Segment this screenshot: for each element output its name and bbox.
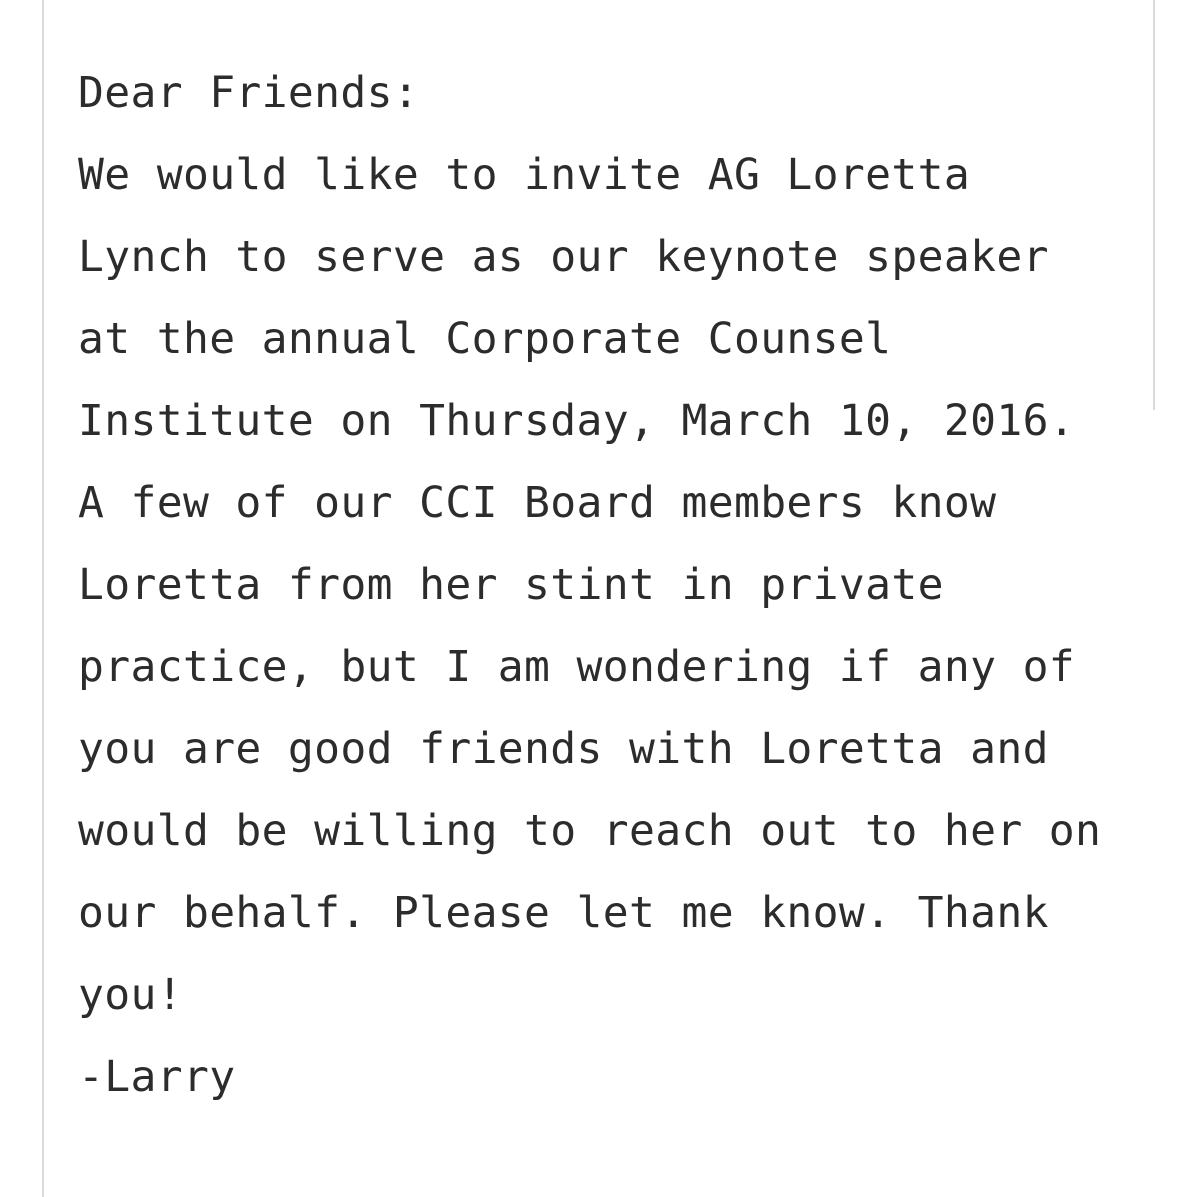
email-body-line: We would like to invite AG Loretta [78,150,971,200]
email-body-line: would be willing to reach out to her on [78,806,1102,856]
email-body-line: A few of our CCI Board members know [78,478,997,528]
email-body-line: Loretta from her stint in private [78,560,944,610]
email-body-line: at the annual Corporate Counsel [78,314,892,364]
email-salutation: Dear Friends: [78,68,420,118]
email-body-line: Lynch to serve as our keynote speaker [78,232,1049,282]
email-body-line: Institute on Thursday, March 10, 2016. [78,396,1076,446]
email-body [78,52,1138,1118]
page-left-border [42,0,44,1197]
page-right-border [1153,0,1155,410]
email-body-line: you are good friends with Loretta and [78,724,1049,774]
email-body-line: you! [78,970,183,1020]
email-signature: -Larry [78,1052,236,1102]
email-body-line: our behalf. Please let me know. Thank [78,888,1049,938]
email-body-line: practice, but I am wondering if any of [78,642,1076,692]
